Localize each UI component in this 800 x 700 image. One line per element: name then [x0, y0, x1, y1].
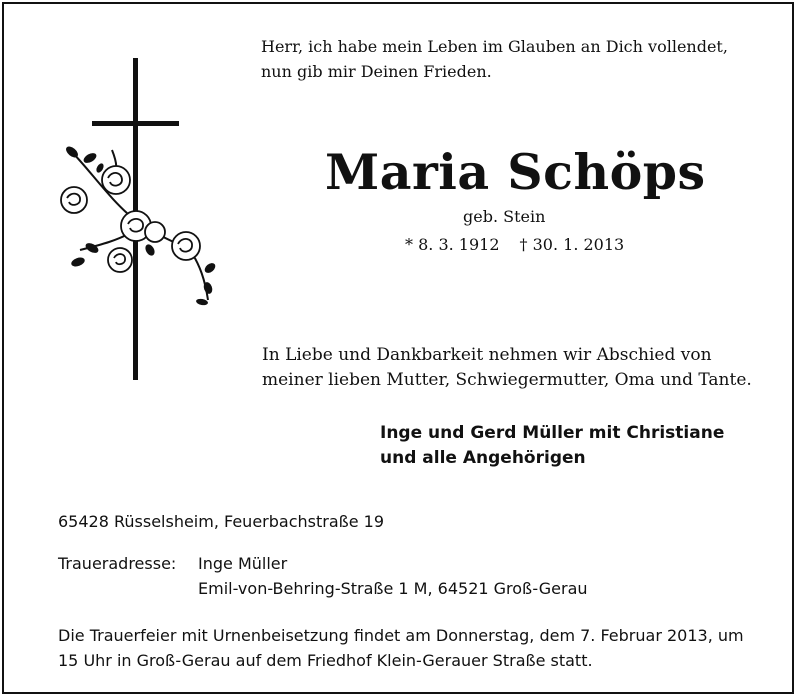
- cross-with-roses-icon: [50, 50, 230, 390]
- mourners-line-2: und alle Angehörigen: [380, 448, 586, 468]
- maiden-name: geb. Stein: [463, 207, 546, 226]
- mourners: [380, 421, 724, 471]
- family-address: 65428 Rüsselsheim, Feuerbachstraße 19: [58, 512, 384, 531]
- death-date: † 30. 1. 2013: [519, 235, 625, 254]
- birth-date: * 8. 3. 1912: [405, 235, 500, 254]
- motto-line-2: nun gib mir Deinen Frieden.: [261, 62, 492, 81]
- deceased-name: Maria Schöps: [325, 143, 706, 201]
- service-line-2: 15 Uhr in Groß-Gerau auf dem Friedhof Klein-Gerauer Straße statt.: [58, 651, 593, 670]
- farewell-line-2: meiner lieben Mutter, Schwiegermutter, Oma und Tante.: [262, 370, 752, 390]
- farewell-text: [262, 343, 752, 393]
- motto: [261, 34, 728, 84]
- mourners-line-1: Inge und Gerd Müller mit Christiane: [380, 423, 725, 443]
- farewell-line-1: In Liebe und Dankbarkeit nehmen wir Abschied von: [262, 345, 712, 365]
- mourning-address-label: Traueradresse:: [58, 554, 177, 573]
- mourning-address-street: Emil-von-Behring-Straße 1 M, 64521 Groß-Gerau: [198, 579, 588, 598]
- service-line-1: Die Trauerfeier mit Urnenbeisetzung findet am Donnerstag, dem 7. Februar 2013, um: [58, 626, 744, 645]
- service-info: [58, 623, 744, 673]
- mourning-address-name: Inge Müller: [198, 554, 288, 573]
- mourning-address: [198, 551, 588, 601]
- life-dates: [405, 232, 644, 257]
- motto-line-1: Herr, ich habe mein Leben im Glauben an Dich vollendet,: [261, 37, 728, 56]
